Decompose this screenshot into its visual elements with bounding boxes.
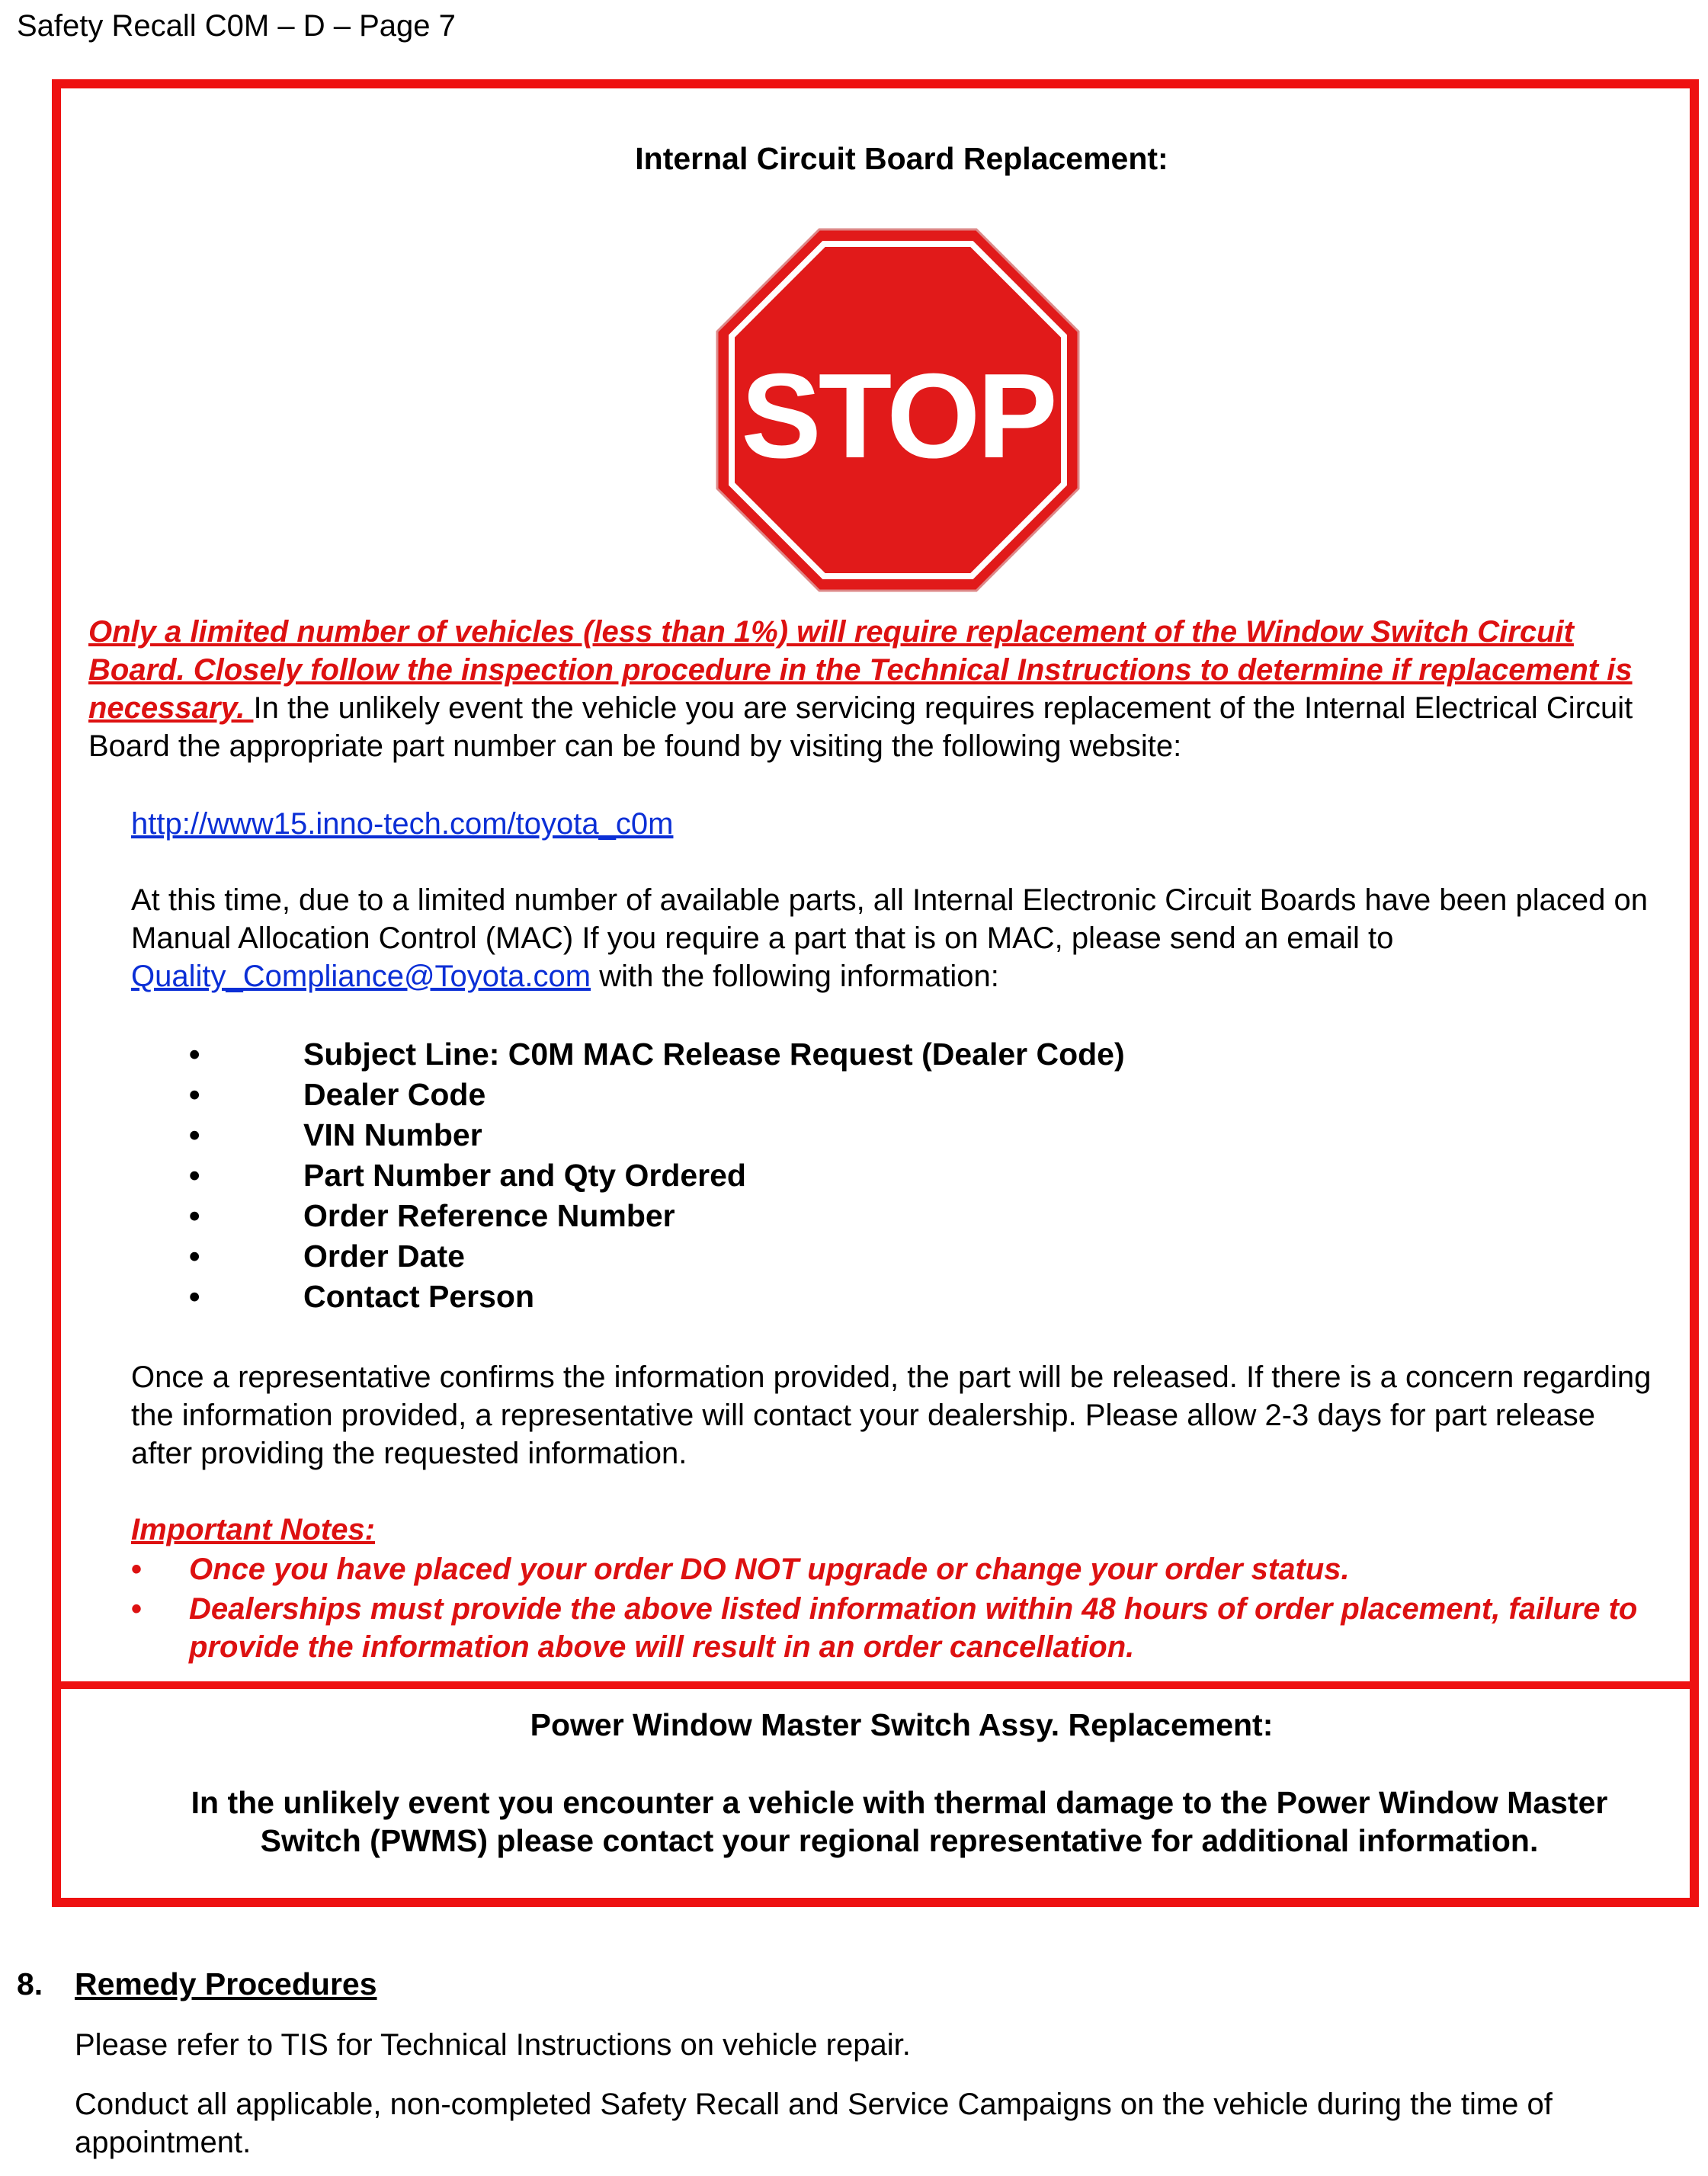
bullet-icon: • [189, 1037, 200, 1072]
allocation-paragraph [131, 881, 1671, 995]
important-bullet-icon: • [131, 1592, 143, 1626]
bullet-text: Subject Line: C0M MAC Release Request (Dealer Code) [303, 1037, 1125, 1072]
remedy-line-1: Please refer to TIS for Technical Instructions on vehicle repair. [75, 2028, 911, 2062]
allocation-text: At this time, due to a limited number of available parts, all Internal Electronic Circuit Boards have been placed on Manual Allocation Control (MAC) If you require a part that is on MAC, please send an email to [131, 883, 1648, 955]
remedy-title: Remedy Procedures [75, 1966, 377, 2001]
remedy-number: 8. [17, 1966, 43, 2001]
important-notes-title: Important Notes: [131, 1513, 375, 1546]
section-title-circuit-board: Internal Circuit Board Replacement: [635, 141, 1168, 176]
bullet-text: Part Number and Qty Ordered [303, 1158, 746, 1193]
website-line [131, 805, 673, 843]
bullet-text: Order Reference Number [303, 1198, 675, 1233]
warning-paragraph [88, 613, 1670, 765]
important-note: Dealerships must provide the above listed information within 48 hours of order placement, failure to provide the information above will result in an order cancellation. [189, 1592, 1638, 1664]
bullet-icon: • [189, 1279, 200, 1314]
bullet-icon: • [189, 1198, 200, 1233]
bullet-icon: • [189, 1077, 200, 1112]
release-paragraph: Once a representative confirms the information provided, the part will be released. If there is a concern regarding the information provided, a representative will contact your dealership. Please allow 2-3 days for part release after providing the requested information. [131, 1360, 1652, 1470]
bullet-text: Contact Person [303, 1279, 534, 1314]
bullet-icon: • [189, 1239, 200, 1274]
important-bullet-icon: • [131, 1553, 143, 1586]
stop-sign-icon [707, 220, 1088, 601]
bullet-text: Dealer Code [303, 1077, 486, 1112]
warning-rest-text: In the unlikely event the vehicle you are servicing requires replacement of the Internal Electrical Circuit Board the appropriate part number can be found by visiting the following website: [88, 691, 1633, 763]
email-link[interactable]: Quality_Compliance@Toyota.com [131, 960, 591, 993]
bullet-icon: • [189, 1158, 200, 1193]
important-note: Once you have placed your order DO NOT upgrade or change your order status. [189, 1553, 1350, 1586]
bullet-text: VIN Number [303, 1117, 482, 1152]
allocation-suffix: with the following information: [591, 960, 999, 993]
box-divider [52, 1681, 1699, 1689]
warning-red-text: Only a limited number of vehicles (less than 1%) will require replacement of the Window Switch Circuit Board. Closely follow the inspection procedure in the Technical Instructions to determine if replacement is necessary. [88, 615, 1633, 725]
bullet-icon: • [189, 1117, 200, 1152]
remedy-line-2: Conduct all applicable, non-completed Safety Recall and Service Campaigns on the vehicle during the time of appointment. [75, 2088, 1553, 2159]
section-title-pwms: Power Window Master Switch Assy. Replacement: [530, 1707, 1274, 1742]
website-link[interactable]: http://www15.inno-tech.com/toyota_c0m [131, 807, 674, 841]
pwms-paragraph: In the unlikely event you encounter a vehicle with thermal damage to the Power Window Master Switch (PWMS) please contact your regional representative for additional information. [191, 1785, 1608, 1858]
bullet-text: Order Date [303, 1239, 465, 1274]
stop-sign-text: STOP [741, 349, 1055, 483]
page-header: Safety Recall C0M – D – Page 7 [17, 9, 456, 43]
